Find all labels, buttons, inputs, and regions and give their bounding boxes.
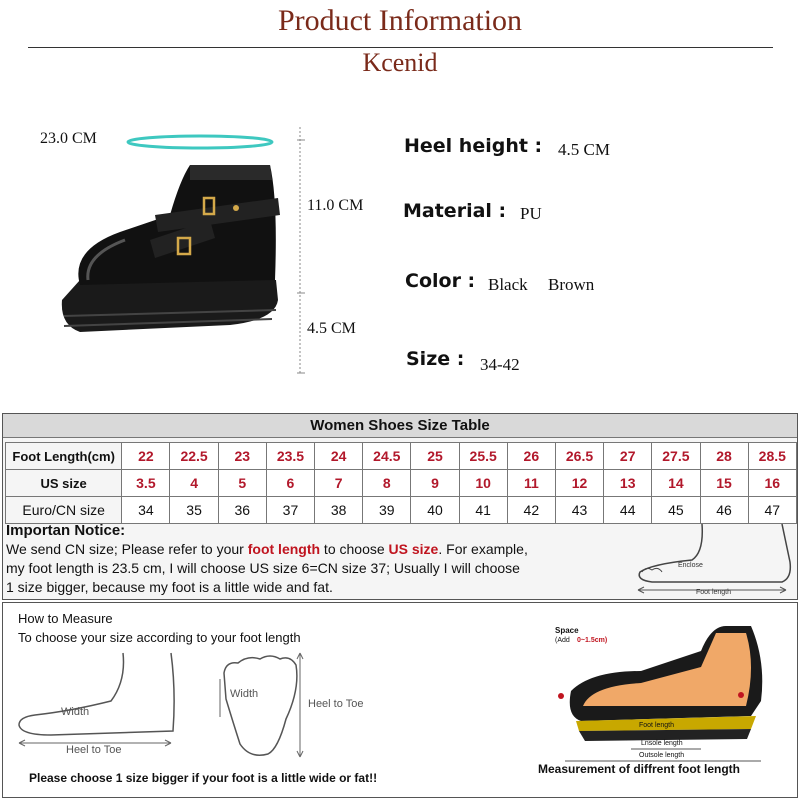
side-heel-to-toe-label: Heel to Toe	[66, 744, 122, 756]
height-guide-lines	[295, 125, 315, 377]
spec-heel-label: Heel height :	[404, 135, 543, 157]
table-cell: 26.5	[555, 443, 603, 470]
top-width-label: Width	[230, 688, 259, 700]
table-cell: 28.5	[748, 443, 796, 470]
row-label-foot-length: Foot Length(cm)	[6, 443, 122, 470]
table-cell: 27	[604, 443, 652, 470]
table-cell: 6	[266, 470, 314, 497]
table-cell: 12	[555, 470, 603, 497]
table-cell: 7	[315, 470, 363, 497]
notice-title: Importan Notice:	[6, 522, 126, 539]
size-table-title: Women Shoes Size Table	[3, 414, 797, 438]
measure-footer-note: Please choose 1 size bigger if your foot is a little wide or fat!!	[29, 771, 378, 785]
row-label-us-size: US size	[6, 470, 122, 497]
foot-diagram-icon	[632, 522, 796, 598]
space-range-label: 0~1.5cm)	[577, 637, 608, 644]
table-cell: 13	[604, 470, 652, 497]
table-cell: 43	[555, 497, 603, 524]
table-cell: 4	[170, 470, 218, 497]
table-cell: 47	[748, 497, 796, 524]
table-cell: 46	[700, 497, 748, 524]
space-label: Space	[555, 626, 579, 635]
notice-line-2: my foot length is 23.5 cm, I will choose US size 6=CN size 37; Usually I will choose	[6, 560, 520, 576]
table-cell: 42	[507, 497, 555, 524]
table-cell: 3.5	[122, 470, 170, 497]
table-cell: 38	[315, 497, 363, 524]
table-cell: 24	[315, 443, 363, 470]
table-cell: 15	[700, 470, 748, 497]
table-cell: 37	[266, 497, 314, 524]
table-cell: 23	[218, 443, 266, 470]
notice-line-1	[6, 540, 636, 559]
table-row-us-size	[6, 470, 797, 497]
table-cell: 45	[652, 497, 700, 524]
measurement-caption: Measurement of diffrent foot length	[538, 762, 740, 776]
spec-color-brown: Brown	[548, 275, 595, 294]
circumference-arc-icon	[128, 136, 272, 148]
table-cell: 22	[122, 443, 170, 470]
insole-length-label: Lnsole length	[641, 740, 683, 747]
table-cell: 8	[363, 470, 411, 497]
table-cell: 11	[507, 470, 555, 497]
table-row-euro-cn-size	[6, 497, 797, 524]
diagram-foot-length-label: Foot length	[696, 589, 732, 596]
notice-text	[6, 540, 636, 597]
table-cell: 41	[459, 497, 507, 524]
table-cell: 14	[652, 470, 700, 497]
table-cell: 22.5	[170, 443, 218, 470]
table-cell: 26	[507, 443, 555, 470]
shoe-cross-section-icon	[551, 621, 791, 771]
spec-size-value: 34-42	[480, 355, 520, 374]
measure-instruction: To choose your size according to your foot length	[18, 630, 301, 645]
spec-material-value: PU	[520, 204, 542, 223]
spec-size-label: Size :	[406, 348, 465, 370]
outsole-length-label: Outsole length	[639, 752, 685, 759]
notice-foot-length-highlight: foot length	[247, 541, 321, 557]
table-cell: 25.5	[459, 443, 507, 470]
shaft-height-label: 11.0 CM	[307, 197, 364, 214]
spec-material-label: Material :	[403, 200, 507, 222]
space-add-label: (Add	[555, 637, 570, 644]
spec-color-black: Black	[488, 275, 528, 294]
table-cell: 23.5	[266, 443, 314, 470]
table-cell: 44	[604, 497, 652, 524]
side-foot-icon	[11, 651, 191, 761]
how-to-measure-title: How to Measure	[18, 611, 113, 626]
page-title: Product Information	[277, 4, 523, 37]
table-cell: 36	[218, 497, 266, 524]
notice-us-size-highlight: US size	[388, 541, 439, 557]
notice-line1-part: . For example,	[438, 541, 528, 557]
brand-name: Kcenid	[362, 48, 438, 77]
notice-line-3: 1 size bigger, because my foot is a little wide and fat.	[6, 579, 333, 595]
heel-height-label: 4.5 CM	[307, 320, 356, 337]
diagram-enclose-label: Enclose	[678, 562, 703, 569]
boot-image	[40, 120, 310, 380]
top-heel-to-toe-label: Heel to Toe	[308, 698, 364, 710]
table-cell: 9	[411, 470, 459, 497]
table-cell: 24.5	[363, 443, 411, 470]
circumference-label: 23.0 CM	[40, 130, 97, 147]
spec-color-label: Color :	[405, 270, 476, 292]
notice-line1-part: to choose	[320, 541, 389, 557]
notice-line1-part: We send CN size; Please refer to your	[6, 541, 248, 557]
row-label-euro-cn-size: Euro/CN size	[6, 497, 122, 524]
foot-length-label: Foot length	[639, 722, 675, 729]
size-grid	[5, 442, 797, 524]
table-cell: 35	[170, 497, 218, 524]
table-row-foot-length	[6, 443, 797, 470]
table-cell: 16	[748, 470, 796, 497]
table-cell: 10	[459, 470, 507, 497]
table-cell: 39	[363, 497, 411, 524]
table-cell: 34	[122, 497, 170, 524]
spec-heel-value: 4.5 CM	[558, 140, 610, 159]
table-cell: 40	[411, 497, 459, 524]
table-cell: 5	[218, 470, 266, 497]
side-width-label: Width	[61, 706, 90, 718]
table-cell: 28	[700, 443, 748, 470]
table-cell: 27.5	[652, 443, 700, 470]
top-foot-icon	[208, 649, 388, 764]
measure-panel	[2, 602, 798, 798]
table-cell: 25	[411, 443, 459, 470]
